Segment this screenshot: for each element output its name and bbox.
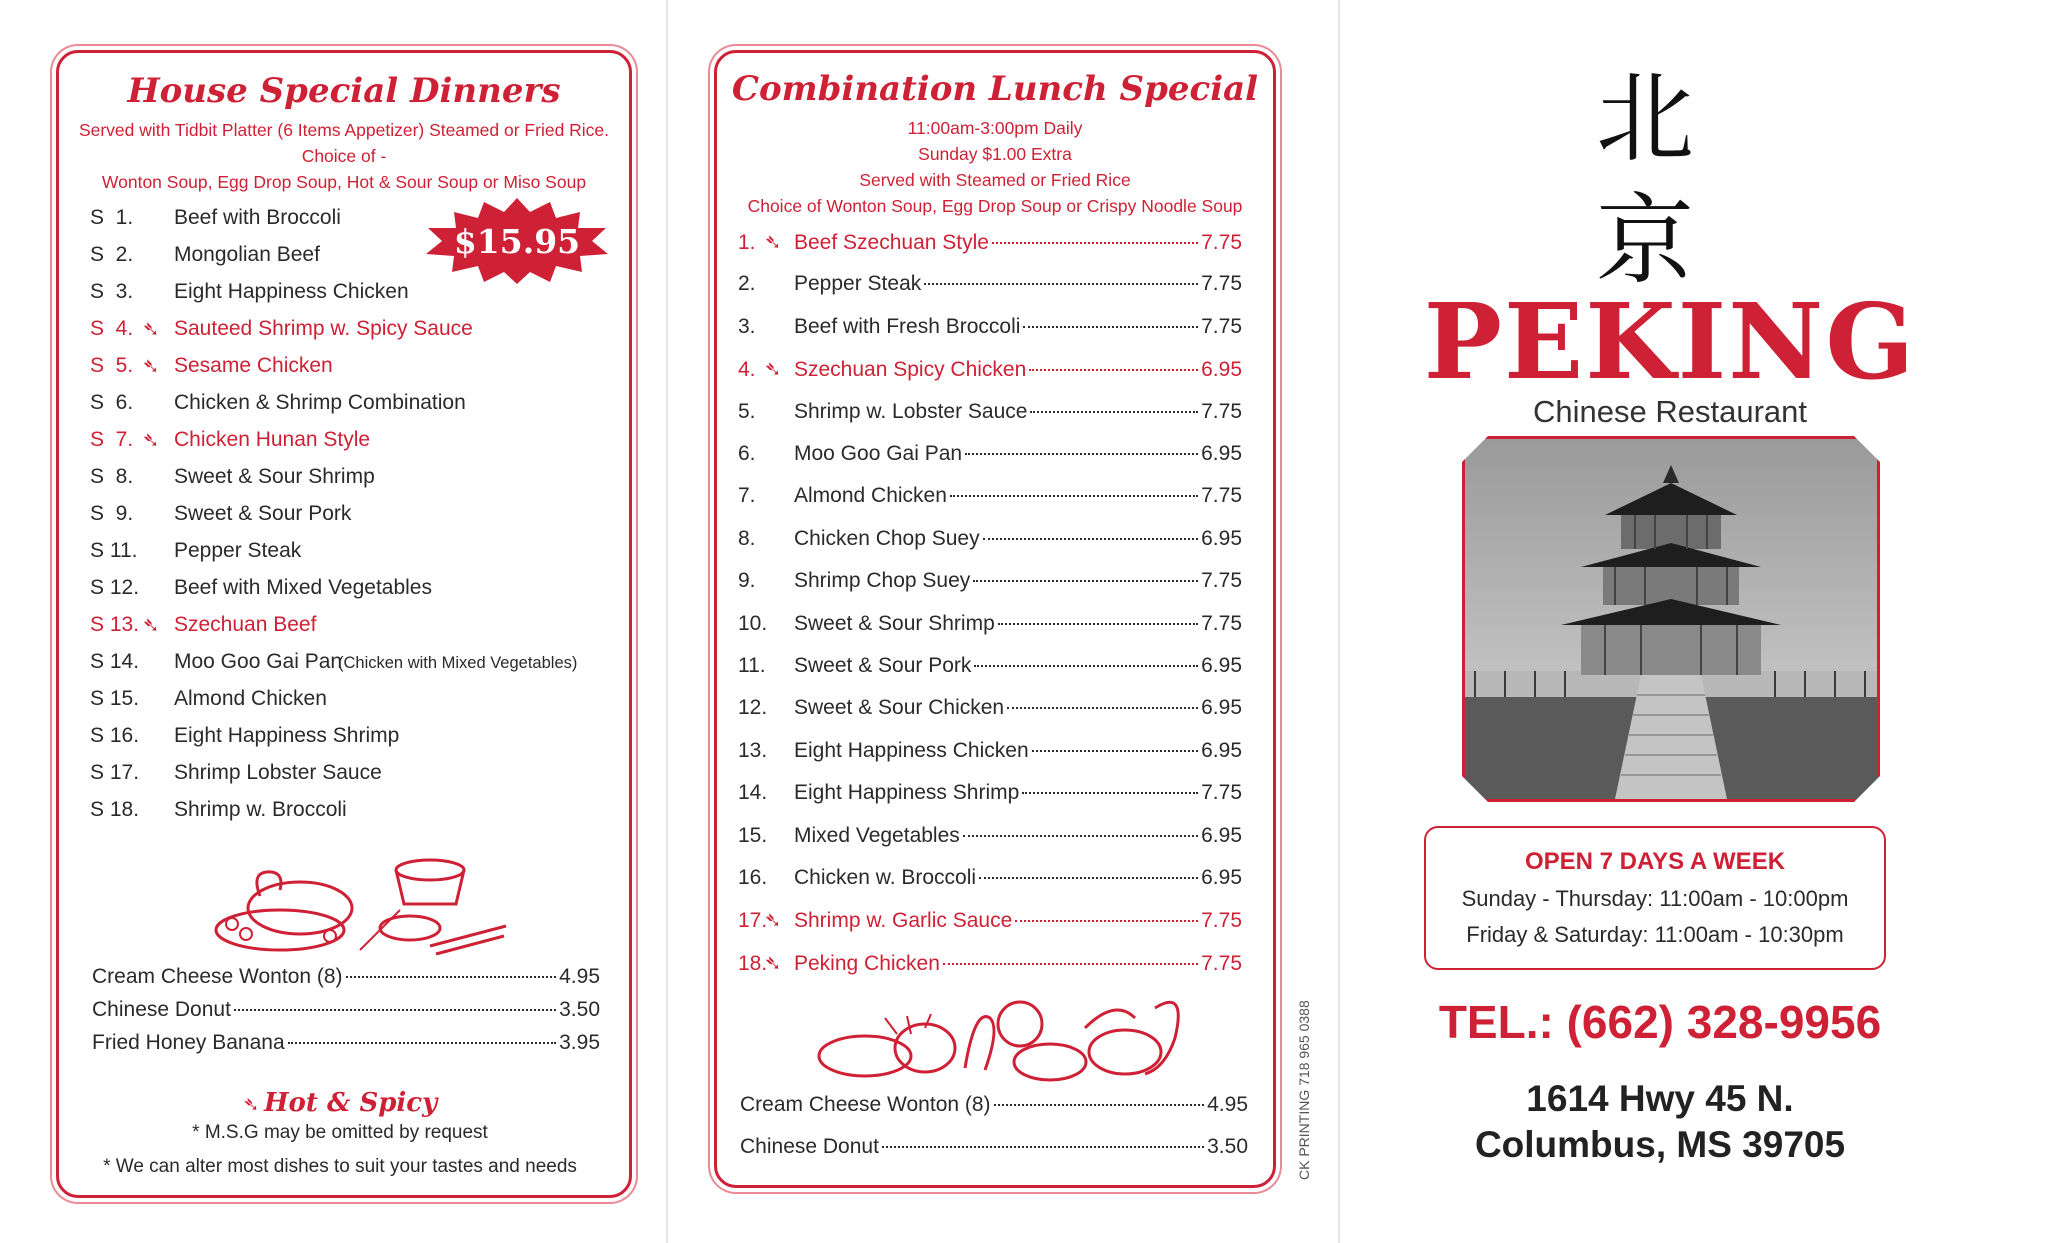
item-number: 15. (738, 823, 768, 847)
item-name: Almond Chicken (794, 484, 947, 508)
vegetables-illustration (815, 988, 1195, 1088)
leader-dots (924, 283, 1198, 285)
item-price: 6.95 (1201, 696, 1242, 720)
item-name: Shrimp w. Broccoli (174, 798, 347, 821)
item-name: Beef with Mixed Vegetables (174, 576, 432, 599)
menu-item (738, 315, 1242, 339)
item-price: 7.75 (1201, 781, 1242, 805)
subtitle-line: Choice of - (301, 146, 387, 166)
item-name: Shrimp w. Garlic Sauce (794, 909, 1013, 933)
item-name: Chicken Hunan Style (174, 428, 371, 451)
item-number: 6. (738, 442, 756, 465)
chili-pepper-icon: ➴ (242, 1094, 260, 1116)
extra-price: 3.50 (559, 998, 600, 1021)
item-price: 7.75 (1201, 399, 1242, 423)
item-number: 8. (738, 526, 756, 550)
item-price: 7.75 (1201, 951, 1242, 975)
leader-dots (1030, 411, 1198, 413)
chili-pepper-icon: ➴ (764, 909, 782, 933)
menu-item (90, 576, 610, 604)
item-number: S 3. (90, 280, 134, 303)
leader-dots (992, 242, 1198, 244)
menu-item (738, 400, 1242, 424)
item-number: S 7. (90, 428, 134, 451)
leader-dots (998, 623, 1198, 625)
item-name: Sweet & Sour Chicken (794, 696, 1005, 720)
item-number: 3. (738, 314, 756, 338)
item-price: 6.95 (1201, 654, 1242, 677)
leader-dots (882, 1146, 1204, 1148)
extra-item (92, 1031, 600, 1055)
item-number: S 15. (90, 687, 140, 710)
extra-name: Cream Cheese Wonton (8) (92, 965, 343, 988)
menu-item (90, 391, 610, 419)
item-name: Moo Goo Gai Pan (794, 442, 963, 465)
item-price: 6.95 (1201, 526, 1242, 550)
leader-dots (1023, 326, 1198, 328)
item-number: 16. (738, 866, 768, 889)
lunch-special-subtitle (717, 115, 1273, 219)
menu-item (90, 687, 610, 715)
roast-duck-illustration (210, 850, 510, 960)
item-price: 6.95 (1201, 442, 1242, 465)
menu-item (738, 739, 1242, 763)
subtitle-line: Wonton Soup, Egg Drop Soup, Hot & Sour Soup or Miso Soup (101, 172, 587, 192)
chili-pepper-icon: ➴ (142, 429, 160, 452)
hours-box (1424, 826, 1886, 970)
extra-item (740, 1093, 1248, 1117)
menu-item (738, 569, 1242, 593)
chili-pepper-icon: ➴ (142, 355, 160, 378)
extra-item (92, 998, 600, 1022)
item-number: 17. (738, 909, 768, 933)
address-line-2: Columbus, MS 39705 (1474, 1124, 1846, 1165)
menu-item (738, 696, 1242, 720)
leader-dots (1007, 707, 1198, 709)
item-price: 7.75 (1201, 484, 1242, 508)
item-price: 6.95 (1201, 866, 1242, 889)
menu-item (738, 612, 1242, 636)
item-price: 7.75 (1201, 909, 1242, 933)
item-name: Shrimp Chop Suey (794, 569, 971, 593)
extra-name: Fried Honey Banana (92, 1031, 285, 1054)
menu-item (90, 317, 610, 345)
alter-note: * We can alter most dishes to suit your tastes and needs (103, 1156, 577, 1177)
item-name: Chicken & Shrimp Combination (174, 391, 466, 414)
item-name: Beef with Fresh Broccoli (794, 314, 1021, 338)
item-name: Eight Happiness Shrimp (794, 781, 1020, 805)
extra-price: 4.95 (1207, 1093, 1248, 1116)
temple-of-heaven-photo (1462, 436, 1880, 802)
item-number: S 8. (90, 465, 134, 488)
leader-dots (1015, 920, 1198, 922)
item-name: Sweet & Sour Shrimp (794, 611, 995, 635)
house-special-subtitle (59, 117, 629, 195)
item-number: S 18. (90, 798, 140, 821)
phone-number[interactable]: TEL.: (662) 328-9956 (1438, 996, 1882, 1048)
item-name: Moo Goo Gai Pan (174, 650, 343, 673)
chili-pepper-icon: ➴ (764, 951, 782, 975)
item-number: 18. (738, 951, 768, 975)
menu-item (90, 206, 610, 234)
item-name: Mixed Vegetables (794, 823, 960, 847)
item-price: 6.95 (1201, 358, 1242, 382)
item-name: Szechuan Beef (174, 613, 317, 636)
item-number: 2. (738, 272, 756, 296)
item-price: 7.75 (1201, 314, 1242, 338)
item-name: Sweet & Sour Pork (794, 654, 972, 677)
item-name: Beef Szechuan Style (794, 231, 989, 254)
leader-dots (983, 538, 1199, 540)
menu-item (738, 866, 1242, 890)
leader-dots (288, 1042, 557, 1044)
item-price: 7.75 (1201, 231, 1242, 254)
fold-line-right (1338, 0, 1340, 1243)
hours-weekend: Friday & Saturday: 11:00am - 10:30pm (1466, 922, 1844, 947)
item-name: Pepper Steak (174, 539, 302, 562)
item-number: 4. (738, 358, 756, 382)
leader-dots (1032, 750, 1198, 752)
item-number: S 11. (90, 539, 138, 562)
item-number: 14. (738, 781, 768, 805)
item-name: Shrimp w. Lobster Sauce (794, 399, 1028, 423)
item-name: Eight Happiness Shrimp (174, 724, 400, 747)
menu-item (738, 357, 1242, 382)
leader-dots (965, 453, 1198, 455)
leader-dots (1022, 792, 1198, 794)
extra-price: 4.95 (559, 965, 600, 988)
item-number: 13. (738, 738, 768, 762)
item-name: Eight Happiness Chicken (174, 280, 409, 303)
item-price: 6.95 (1201, 738, 1242, 762)
menu-item (738, 527, 1242, 551)
menu-item (738, 272, 1242, 296)
restaurant-name: PEKING (1423, 280, 1917, 403)
item-name: Chicken w. Broccoli (794, 866, 977, 889)
item-price: 7.75 (1201, 611, 1242, 635)
item-number: S 14. (90, 650, 140, 673)
menu-item (90, 428, 610, 456)
fold-line-left (666, 0, 668, 1243)
chinese-char-bei: 北 (1595, 62, 1694, 176)
temple-illustration (1465, 439, 1877, 799)
extra-price: 3.50 (1207, 1135, 1248, 1158)
item-number: 11. (738, 654, 766, 677)
hours-weekday: Sunday - Thursday: 11:00am - 10:00pm (1461, 886, 1849, 911)
leader-dots (973, 580, 1198, 582)
item-name: Mongolian Beef (174, 243, 320, 266)
item-name: Peking Chicken (794, 951, 940, 975)
item-note: (Chicken with Mixed Vegetables) (338, 654, 578, 672)
menu-item (90, 761, 610, 789)
extra-price: 3.95 (559, 1031, 600, 1054)
lunch-special-title: Combination Lunch Special (731, 69, 1259, 109)
item-number: S 1. (90, 206, 134, 229)
item-price: 6.95 (1201, 823, 1242, 847)
menu-item (90, 243, 610, 271)
item-name: Chicken Chop Suey (794, 526, 980, 550)
leader-dots (234, 1009, 556, 1011)
price-badge-text: $15.95 (453, 222, 581, 261)
item-number: S 17. (90, 761, 140, 784)
item-name: Pepper Steak (794, 272, 922, 296)
extra-name: Chinese Donut (740, 1135, 879, 1158)
hours-title: OPEN 7 DAYS A WEEK (1524, 848, 1786, 875)
restaurant-tagline: Chinese Restaurant (1533, 394, 1807, 429)
menu-item (738, 781, 1242, 805)
item-price: 7.75 (1201, 272, 1242, 296)
subtitle-line: Choice of Wonton Soup, Egg Drop Soup or Crispy Noodle Soup (747, 196, 1243, 216)
item-number: 5. (738, 399, 756, 423)
hot-spicy-legend (56, 1088, 624, 1118)
leader-dots (974, 665, 1198, 667)
leader-dots (1029, 369, 1198, 371)
chili-pepper-icon: ➴ (764, 231, 782, 254)
item-name: Almond Chicken (174, 687, 327, 710)
menu-item (90, 502, 610, 530)
chinese-characters (1580, 58, 1710, 302)
extra-item (92, 965, 600, 989)
item-number: S 2. (90, 243, 134, 266)
item-number: S 16. (90, 724, 140, 747)
menu-item (738, 484, 1242, 508)
item-number: S 6. (90, 391, 134, 414)
legend-title: Hot & Spicy (263, 1088, 438, 1118)
extra-item (740, 1135, 1248, 1159)
subtitle-line: Sunday $1.00 Extra (918, 144, 1072, 164)
chinese-char-jing: 京 (1595, 184, 1694, 298)
chili-pepper-icon: ➴ (142, 318, 160, 341)
item-name: Sweet & Sour Shrimp (174, 465, 375, 488)
leader-dots (979, 877, 1198, 879)
menu-item (738, 230, 1242, 255)
item-number: S 9. (90, 502, 134, 525)
item-number: S 13. (90, 613, 140, 636)
extra-name: Chinese Donut (92, 998, 231, 1021)
menu-item (90, 798, 610, 826)
item-name: Sauteed Shrimp w. Spicy Sauce (174, 317, 473, 340)
item-name: Eight Happiness Chicken (794, 738, 1029, 762)
menu-item (90, 650, 610, 678)
leader-dots (346, 976, 557, 978)
leader-dots (943, 963, 1198, 965)
subtitle-line: 11:00am-3:00pm Daily (907, 118, 1083, 138)
item-number: 1. (738, 231, 756, 254)
item-number: S 12. (90, 576, 140, 599)
menu-item (90, 539, 610, 567)
item-number: S 4. (90, 317, 134, 340)
address-line-1: 1614 Hwy 45 N. (1526, 1078, 1794, 1119)
item-name: Beef with Broccoli (174, 206, 341, 229)
item-number: 10. (738, 611, 768, 635)
leader-dots (950, 495, 1198, 497)
item-name: Shrimp Lobster Sauce (174, 761, 382, 784)
extra-name: Cream Cheese Wonton (8) (740, 1093, 991, 1116)
chili-pepper-icon: ➴ (764, 358, 782, 382)
msg-note: * M.S.G may be omitted by request (192, 1122, 488, 1143)
chili-pepper-icon: ➴ (142, 614, 160, 637)
menu-item (90, 613, 610, 641)
item-number: 7. (738, 484, 756, 508)
subtitle-line: Served with Steamed or Fried Rice (859, 170, 1131, 190)
item-name: Sweet & Sour Pork (174, 502, 352, 525)
printer-credit: CK PRINTING 718 965 0388 (1296, 1000, 1312, 1180)
menu-item (738, 654, 1242, 678)
menu-item (90, 465, 610, 493)
menu-item (738, 824, 1242, 848)
leader-dots (963, 835, 1198, 837)
item-number: 9. (738, 569, 756, 593)
item-number: S 5. (90, 354, 134, 377)
menu-item (738, 442, 1242, 466)
menu-item (90, 724, 610, 752)
item-price: 7.75 (1201, 569, 1242, 593)
item-name: Szechuan Spicy Chicken (794, 358, 1027, 382)
subtitle-line: Served with Tidbit Platter (6 Items Appetizer) Steamed or Fried Rice. (78, 120, 610, 140)
menu-item (738, 908, 1242, 933)
item-name: Sesame Chicken (174, 354, 333, 377)
item-number: 12. (738, 696, 768, 720)
menu-item (90, 280, 610, 308)
leader-dots (994, 1104, 1205, 1106)
menu-item (90, 354, 610, 382)
menu-item (738, 951, 1242, 976)
house-special-title: House Special Dinners (127, 71, 561, 111)
